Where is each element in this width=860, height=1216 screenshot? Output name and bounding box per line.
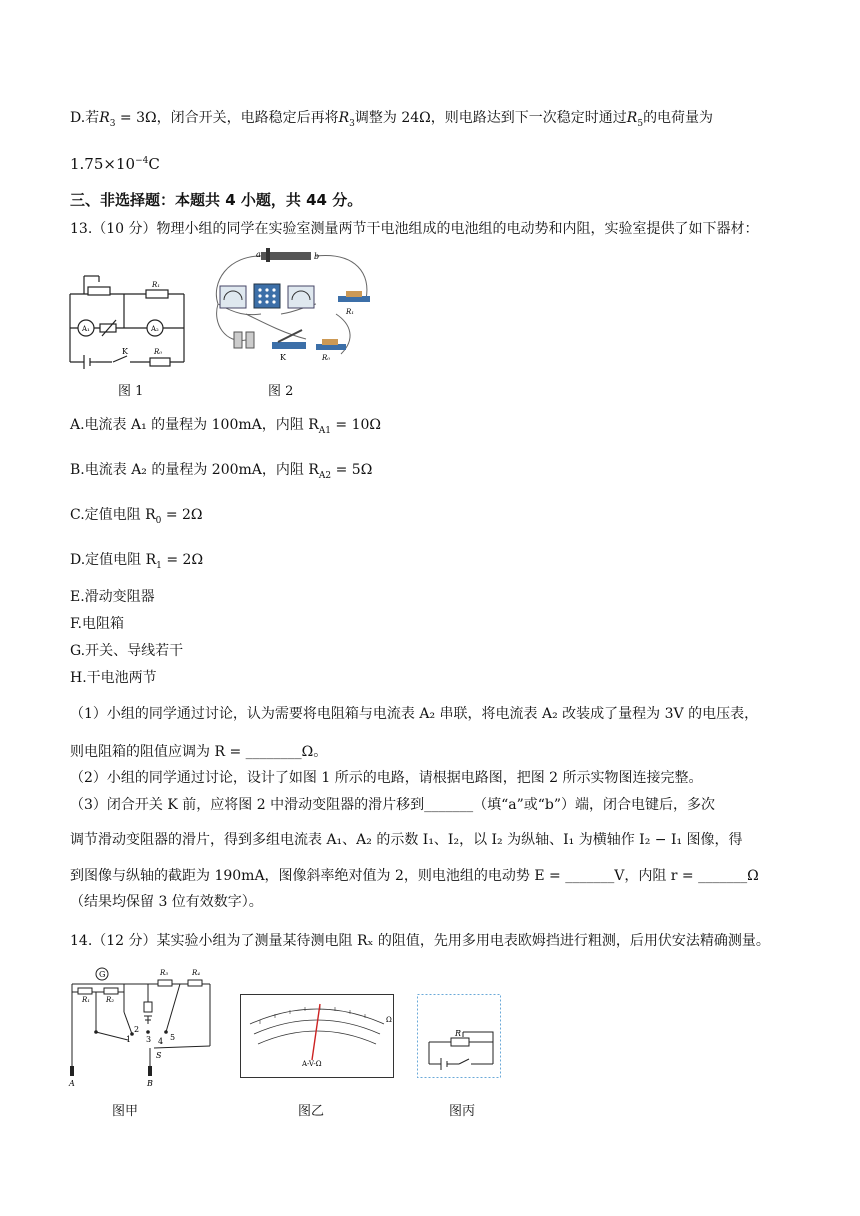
terminal-3: 3: [146, 1035, 152, 1044]
ammeter-a1-label: A₁: [82, 325, 90, 333]
q13-part1-line2: 则电阻箱的阻值应调为 R = ________Ω。: [70, 744, 328, 760]
r1-label: R₁: [152, 281, 161, 289]
q13-part1-line1: （1）小组的同学通过讨论，认为需要将电阻箱与电流表 A₂ 串联，将电流表 A₂ 改装成了量程为 3V 的电压表，: [70, 706, 759, 722]
q13-part3-line1: （3）闭合开关 K 前，应将图 2 中滑动变阻器的滑片移到_______（填“a”或“b”）端，闭合电键后，多次: [70, 797, 716, 813]
fig2-k-label: K: [280, 353, 286, 362]
q13-part3-line3: 到图像与纵轴的截距为 190mA，图像斜率绝对值为 2，则电池组的电动势 E = _______V，内阻 r = _______Ω: [70, 868, 759, 884]
circuit-diagram-fig1: [66, 254, 192, 372]
galvanometer-label: G: [99, 970, 106, 979]
fig2-r1-label: R₁: [346, 308, 355, 316]
q13-part3-line2: 调节滑动变阻器的滑片，得到多组电流表 A₁、A₂ 的示数 I₁、I₂，以 I₂ 为纵轴、I₁ 为横轴作 I₂ − I₁ 图像，得: [70, 832, 743, 848]
option-c: C.定值电阻 $R_0 = 2\Omega$: [70, 507, 203, 526]
option-h: H.干电池两节: [70, 670, 157, 686]
jia-r1-label: R₁: [82, 996, 91, 1004]
option-f: F.电阻箱: [70, 616, 124, 632]
rheostat-circuit-fig-bing: [417, 994, 501, 1078]
ohm-symbol: Ω: [386, 1016, 392, 1024]
r0-label: R₀: [154, 348, 163, 356]
option-e: E.滑动变阻器: [70, 589, 155, 605]
fig1-caption: 图 1: [118, 384, 144, 399]
q14-stem: 14.（12 分）某实验小组为了测量某待测电阻 Rₓ 的阻值，先用多用电表欧姆挡进行粗测，后用伏安法精确测量。: [70, 933, 770, 949]
option-b: B.电流表 A₂ 的量程为 200mA，内阻 $R_{A2} = 5\Omega$: [70, 462, 373, 481]
q13-part2: （2）小组的同学通过讨论，设计了如图 1 所示的电路，请根据电路图，把图 2 所示实物图连接完整。: [70, 770, 703, 786]
section-heading: 三、非选择题：本题共 4 小题，共 44 分。: [70, 191, 363, 209]
option-a: A.电流表 A₁ 的量程为 100mA，内阻 $R_{A1} = 10\Omega$: [70, 417, 382, 436]
ammeter-a2-label: A₂: [151, 325, 159, 333]
switch-k-label: K: [122, 347, 128, 356]
physical-setup-fig2: [206, 244, 376, 374]
probe-a-label: A: [69, 1079, 75, 1088]
jia-r3-label: R₃: [160, 969, 169, 977]
terminal-4: 4: [158, 1037, 164, 1046]
probe-b-label: B: [147, 1079, 153, 1088]
fig2-caption: 图 2: [268, 384, 294, 399]
selector-s-label: S: [156, 1051, 162, 1060]
option-g: G.开关、导线若干: [70, 643, 184, 659]
option-d: D.定值电阻 $R_1 = 2\Omega$: [70, 552, 204, 571]
q13-part3-line4: （结果均保留 3 位有效数字）。: [70, 894, 263, 910]
jia-r4-label: R₄: [192, 969, 201, 977]
fig-bing-caption: 图丙: [449, 1104, 476, 1119]
terminal-1: 1: [126, 1035, 132, 1044]
meter-dial-fig-yi: [240, 994, 394, 1078]
multimeter-circuit-fig-jia: [66, 962, 216, 1092]
rheostat-end-b: b: [314, 252, 320, 261]
charge-value: $1.75\times 10^{-4}C$: [70, 155, 160, 173]
rheostat-end-a: a: [256, 250, 261, 259]
bing-r-label: R: [455, 1029, 462, 1038]
terminal-2: 2: [134, 1025, 140, 1034]
fig-jia-caption: 图甲: [112, 1104, 139, 1119]
meter-caption: A-V-Ω: [302, 1060, 322, 1068]
option-d-line: D.若$R_3 = 3\Omega$，闭合开关，电路稳定后再将$R_3$调整为 24Ω，则电路达到下一次稳定时通过$R_5$的电荷量为: [70, 110, 714, 129]
terminal-5: 5: [170, 1033, 176, 1042]
jia-r2-label: R₂: [106, 996, 115, 1004]
q13-stem: 13.（10 分）物理小组的同学在实验室测量两节干电池组成的电池组的电动势和内阻，实验室提供了如下器材：: [70, 221, 759, 237]
fig2-r0-label: R₀: [322, 354, 331, 362]
fig-yi-caption: 图乙: [298, 1104, 325, 1119]
